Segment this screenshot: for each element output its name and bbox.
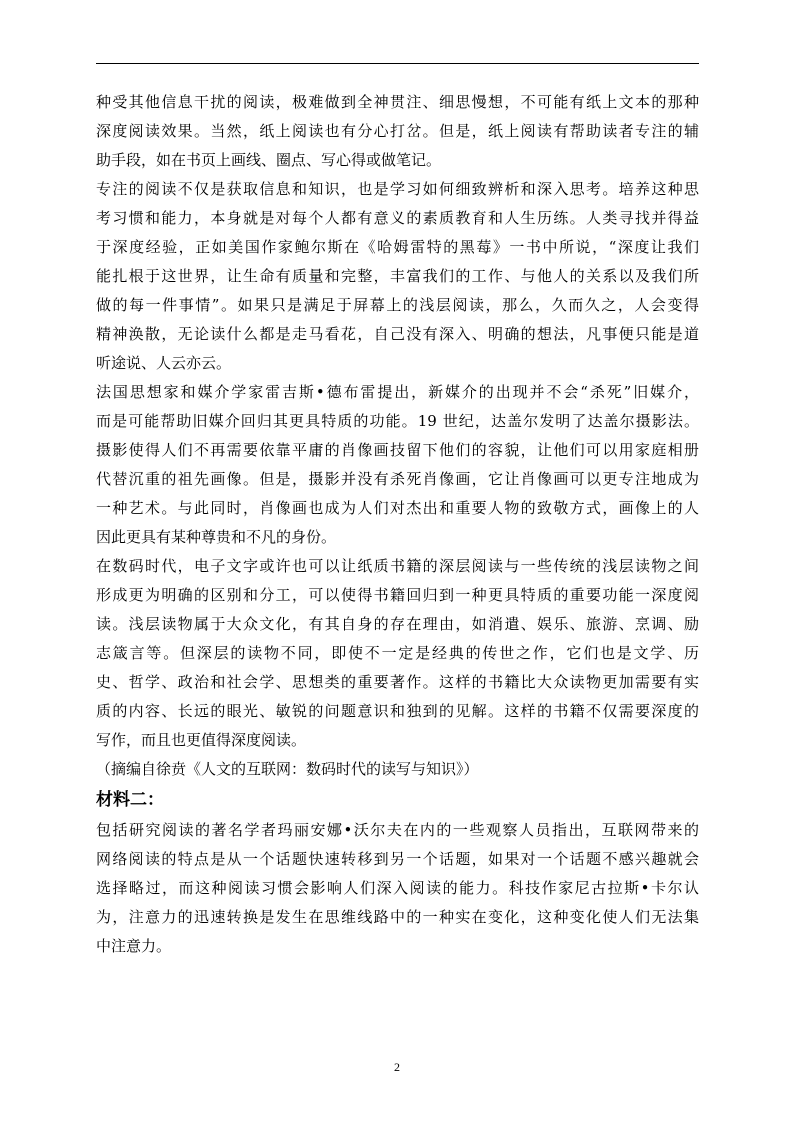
- text-line: 于深度经验，正如美国作家鲍尔斯在《哈姆雷特的黑莓》一书中所说，“深度让我们: [96, 238, 699, 256]
- text-line: 专注的阅读不仅是获取信息和知识，也是学习如何细致辨析和深入思考。培养这种思: [96, 180, 699, 198]
- source-citation: （摘编自徐贲《人文的互联网：数码时代的读写与知识》）: [96, 760, 479, 778]
- text-line: 深度阅读效果。当然，纸上阅读也有分心打岔。但是，纸上阅读有帮助读者专注的辅: [96, 122, 699, 140]
- text-line: 考习惯和能力，本身就是对每个人都有意义的素质教育和人生历练。人类寻找并得益: [96, 209, 699, 227]
- text-line: 精神涣散，无论读什么都是走马看花，自己没有深入、明确的想法，凡事便只能是道: [96, 325, 699, 343]
- paragraph-1: [96, 88, 699, 175]
- text-line: 为，注意力的迅速转换是发生在思维线路中的一种实在变化，这种变化使人们无法集: [96, 908, 699, 926]
- text-line: 代替沉重的祖先画像。但是，摄影并没有杀死肖像画，它让肖像画可以更专注地成为: [96, 470, 699, 488]
- header-rule: [96, 63, 699, 64]
- text-line: 法国思想家和媒介学家雷吉斯•德布雷提出，新媒介的出现并不会“杀死”旧媒介，: [96, 383, 699, 401]
- text-line: 选择略过，而这种阅读习惯会影响人们深入阅读的能力。科技作家尼古拉斯•卡尔认: [96, 879, 699, 897]
- text-line: 写作，而且也更值得深度阅读。: [96, 731, 307, 749]
- section-heading: 材料二：: [96, 790, 164, 810]
- text-line: 助手段，如在书页上画线、圈点、写心得或做笔记。: [96, 151, 442, 169]
- text-line: 史、哲学、政治和社会学、思想类的重要著作。这样的书籍比大众读物更加需要有实: [96, 673, 699, 691]
- text-line: 形成更为明确的区别和分工，可以使得书籍回归到一种更具特质的重要功能一深度阅: [96, 586, 699, 604]
- text-line: 听途说、人云亦云。: [96, 354, 232, 372]
- text-line: 而是可能帮助旧媒介回归其更具特质的功能。19 世纪，达盖尔发明了达盖尔摄影法。: [96, 412, 699, 430]
- text-line: 种受其他信息干扰的阅读，极难做到全神贯注、细思慢想，不可能有纸上文本的那种: [96, 93, 699, 111]
- paragraph-3: [96, 378, 699, 552]
- text-line: 包括研究阅读的著名学者玛丽安娜•沃尔夫在内的一些观察人员指出，互联网带来的: [96, 821, 699, 839]
- text-line: 因此更具有某种尊贵和不凡的身份。: [96, 528, 337, 546]
- text-line: 中注意力。: [96, 937, 172, 955]
- text-line: 志箴言等。但深层的读物不同，即使不一定是经典的传世之作，它们也是文学、历: [96, 644, 699, 662]
- text-line: 网络阅读的特点是从一个话题快速转移到另一个话题，如果对一个话题不感兴趣就会: [96, 850, 699, 868]
- paragraph-4: [96, 552, 699, 755]
- page-number: 2: [394, 1060, 400, 1074]
- text-line: 能扎根于这世界，让生命有质量和完整，丰富我们的工作、与他人的关系以及我们所: [96, 267, 699, 285]
- document-body: [96, 88, 699, 961]
- text-line: 做的每一件事情”。如果只是满足于屏幕上的浅层阅读，那么，久而久之，人会变得: [96, 296, 699, 314]
- text-line: 在数码时代，电子文字或许也可以让纸质书籍的深层阅读与一些传统的浅层读物之间: [96, 557, 699, 575]
- text-line: 质的内容、长远的眼光、敏锐的问题意识和独到的见解。这样的书籍不仅需要深度的: [96, 702, 699, 720]
- paragraph-5: [96, 816, 699, 961]
- paragraph-2: [96, 175, 699, 378]
- text-line: 一种艺术。与此同时，肖像画也成为人们对杰出和重要人物的致敬方式，画像上的人: [96, 499, 699, 517]
- text-line: 摄影使得人们不再需要依靠平庸的肖像画技留下他们的容貌，让他们可以用家庭相册: [96, 441, 699, 459]
- text-line: 读。浅层读物属于大众文化，有其自身的存在理由，如消遣、娱乐、旅游、烹调、励: [96, 615, 699, 633]
